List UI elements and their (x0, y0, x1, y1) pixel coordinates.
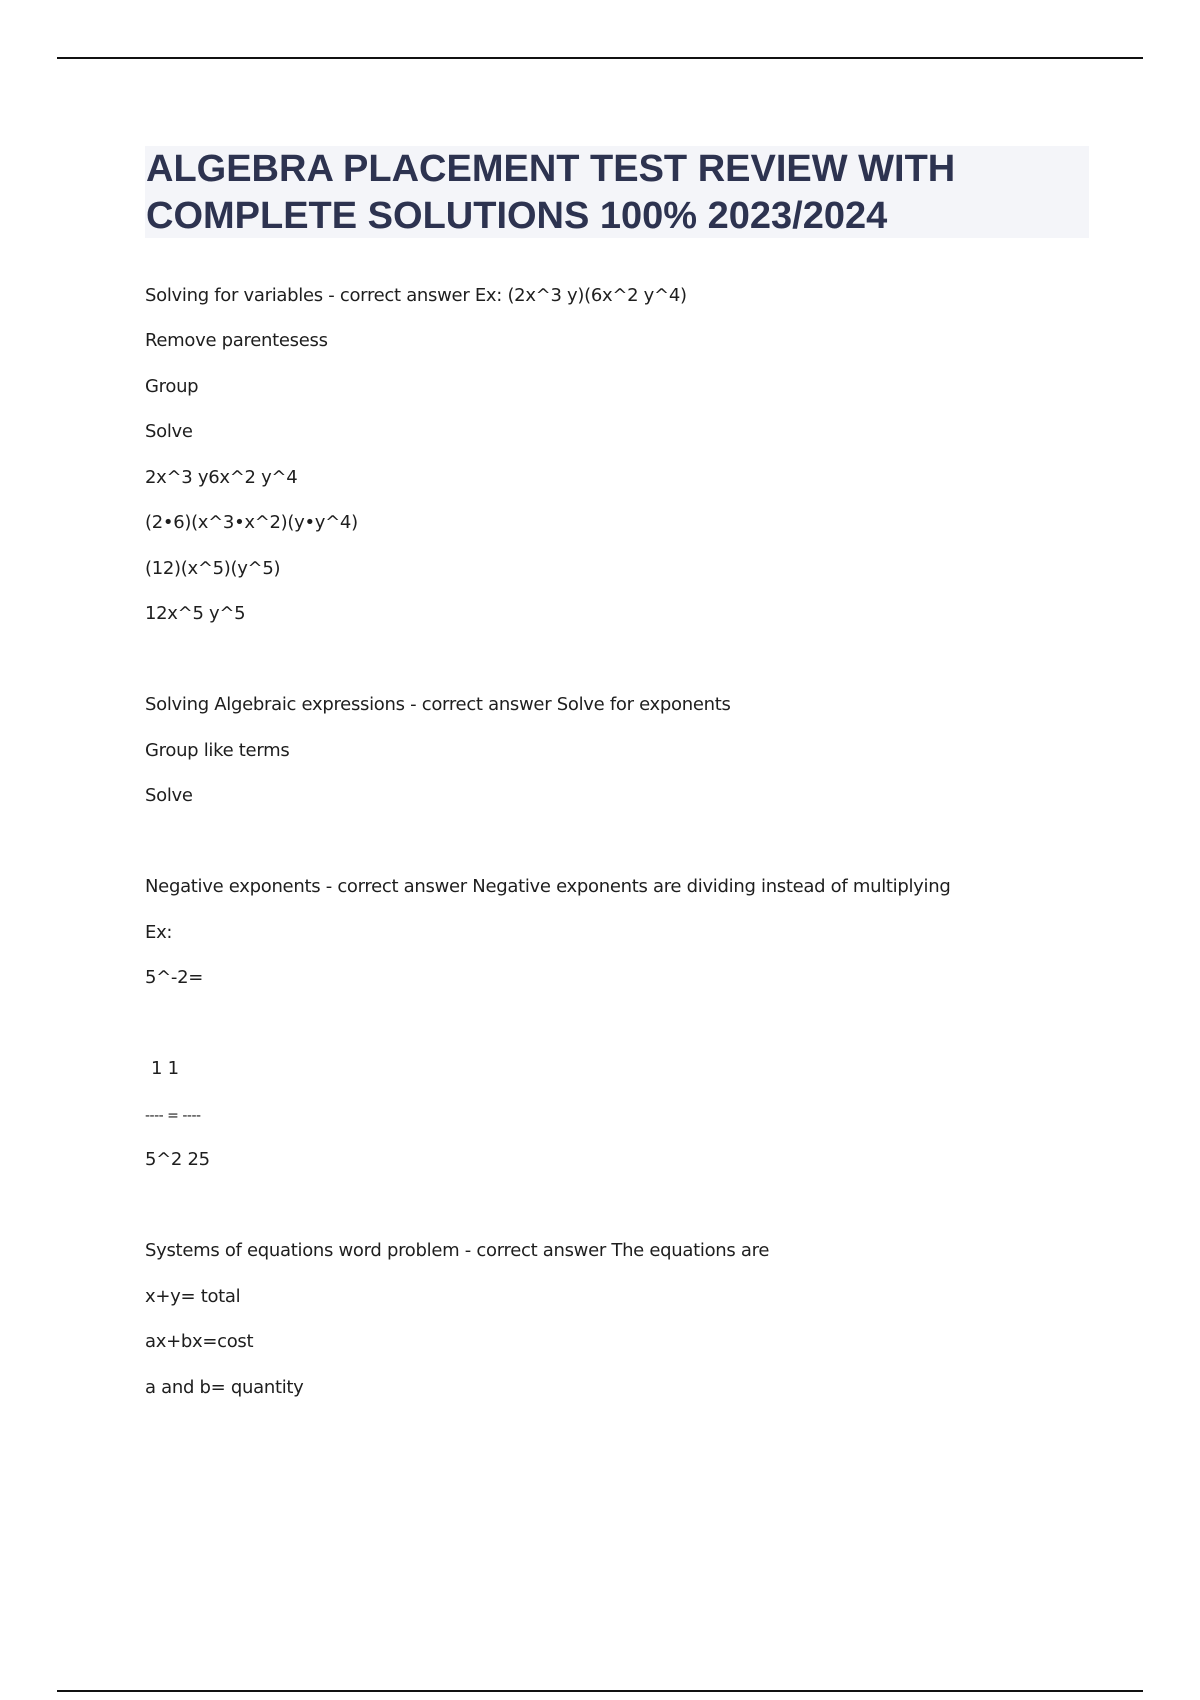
section-3-heading: Negative exponents - correct answer Negative exponents are dividing instead of multiplying (145, 876, 951, 897)
section-1-line: 2x^3 y6x^2 y^4 (145, 467, 298, 488)
top-rule (57, 57, 1143, 59)
section-4-line: x+y= total (145, 1286, 241, 1307)
bottom-rule (57, 1690, 1143, 1692)
title-block (145, 146, 1089, 238)
section-1-line: Solve (145, 421, 193, 442)
section-3-line: 5^-2= (145, 967, 204, 988)
section-3-line: Ex: (145, 922, 173, 943)
fraction-numerators: 1 1 (151, 1058, 179, 1079)
section-1-line: Remove parentesess (145, 330, 328, 351)
section-4-line: a and b= quantity (145, 1377, 304, 1398)
title-line-1: ALGEBRA PLACEMENT TEST REVIEW WITH (146, 148, 956, 190)
fraction-denominators: 5^2 25 (145, 1149, 210, 1170)
section-1-line: (2•6)(x^3•x^2)(y•y^4) (145, 512, 358, 533)
section-1-line: 12x^5 y^5 (145, 603, 246, 624)
section-2-line: Solve (145, 785, 193, 806)
section-2-line: Group like terms (145, 740, 290, 761)
section-1-heading: Solving for variables - correct answer Ex: (2x^3 y)(6x^2 y^4) (145, 285, 687, 306)
section-2-heading: Solving Algebraic expressions - correct answer Solve for exponents (145, 694, 731, 715)
fraction-bars: ---- = ---- (145, 1108, 201, 1124)
section-1-line: Group (145, 376, 199, 397)
section-1-line: (12)(x^5)(y^5) (145, 558, 281, 579)
title-line-2: COMPLETE SOLUTIONS 100% 2023/2024 (146, 195, 888, 237)
section-4-line: ax+bx=cost (145, 1331, 254, 1352)
document-title (145, 146, 1089, 240)
section-4-heading: Systems of equations word problem - correct answer The equations are (145, 1240, 770, 1261)
